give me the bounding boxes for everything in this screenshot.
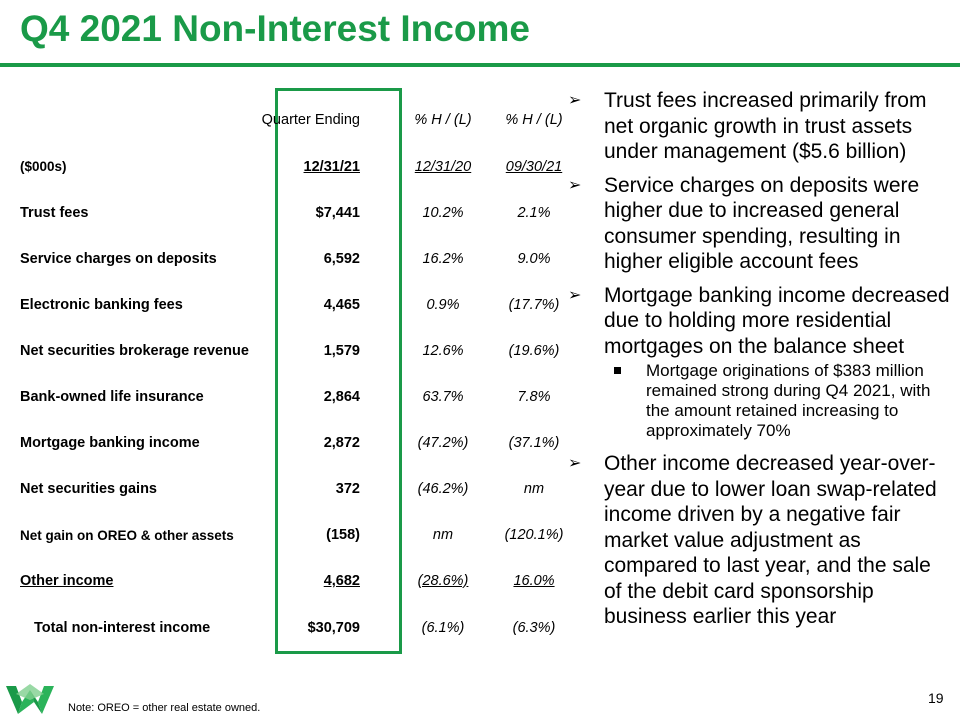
row-value: 372 [335,481,360,497]
bullet-text: Mortgage banking income decreased due to holding more residential mortgages on the balance sheet [604,283,950,358]
row-label: Net securities brokerage revenue [20,343,249,359]
row-qoq: 7.8% [517,389,551,405]
row-label: Mortgage banking income [20,435,200,451]
row-yoy: 63.7% [422,389,464,405]
row-value: 1,579 [323,343,360,359]
total-value: $30,709 [307,620,360,636]
page-title: Q4 2021 Non-Interest Income [20,8,530,49]
row-value: $7,441 [315,205,360,221]
bullet-text: Trust fees increased primarily from net organic growth in trust assets under management ($5.6 billion) [604,89,927,163]
square-bullet-icon [614,367,621,374]
arrow-bullet-icon: ➢ [568,455,582,472]
bullet-service-charges [568,173,953,275]
row-label: Other income [20,573,114,589]
bullet-mortgage-banking [568,283,953,360]
page-number: 19 [928,690,944,706]
row-yoy: (46.2%) [417,481,469,497]
row-yoy: 0.9% [426,297,460,313]
row-label: Net gain on OREO & other assets [20,528,234,543]
footnote: Note: OREO = other real estate owned. [68,702,261,714]
bullet-text: Service charges on deposits were higher due to increased general consumer spending, resulting in higher eligible account fees [604,173,920,273]
header-date-prior-year: 12/31/20 [414,159,472,175]
row-qoq: 16.0% [513,573,555,589]
total-label: Total non-interest income [34,620,211,636]
company-logo-icon [4,680,56,718]
header-quarter-ending: Quarter Ending [261,112,360,128]
row-yoy: (47.2%) [417,435,469,451]
total-qoq: (6.3%) [512,620,556,636]
row-yoy: (28.6%) [417,573,469,589]
row-qoq: (19.6%) [508,343,560,359]
sub-bullet-mortgage-originations [568,361,953,441]
bullet-other-income [568,451,953,630]
row-yoy: nm [432,527,454,543]
row-label: Trust fees [20,205,89,221]
row-qoq: (17.7%) [508,297,560,313]
title-divider [0,63,960,67]
row-qoq: 9.0% [517,251,551,267]
bullet-text: Other income decreased year-over-year due to lower loan swap-related income driven by a negative fair market value adjustment as compared to last year, and the sale of the debit card sponsorship business earlier this year [604,452,937,628]
header-pct-qoq: % H / (L) [505,112,563,128]
row-yoy: 12.6% [422,343,464,359]
row-qoq: nm [523,481,545,497]
total-yoy: (6.1%) [421,620,465,636]
arrow-bullet-icon: ➢ [568,176,582,194]
sub-bullet-text: Mortgage originations of $383 million remained strong during Q4 2021, with the amount retained increasing to approximately 70% [646,361,931,440]
row-yoy: 16.2% [422,251,464,267]
arrow-bullet-icon: ➢ [568,286,582,304]
row-yoy: 10.2% [422,205,464,221]
row-value: 4,682 [323,573,360,589]
row-qoq: 2.1% [517,205,551,221]
row-value: 2,864 [323,389,360,405]
commentary-bullets [568,88,953,638]
row-label: Net securities gains [20,481,157,497]
bullet-trust-fees [568,88,953,165]
header-pct-yoy: % H / (L) [414,112,472,128]
row-value: 6,592 [323,251,360,267]
row-value: 4,465 [323,297,360,313]
row-qoq: (120.1%) [504,527,564,543]
units-label: ($000s) [20,159,67,174]
row-value: (158) [326,527,360,543]
row-qoq: (37.1%) [508,435,560,451]
header-date-prior-quarter: 09/30/21 [505,159,563,175]
header-date-current: 12/31/21 [303,159,360,175]
row-value: 2,872 [323,435,360,451]
row-label: Electronic banking fees [20,297,183,313]
row-label: Service charges on deposits [20,251,217,267]
arrow-bullet-icon: ➢ [568,92,582,109]
row-label: Bank-owned life insurance [20,389,204,405]
